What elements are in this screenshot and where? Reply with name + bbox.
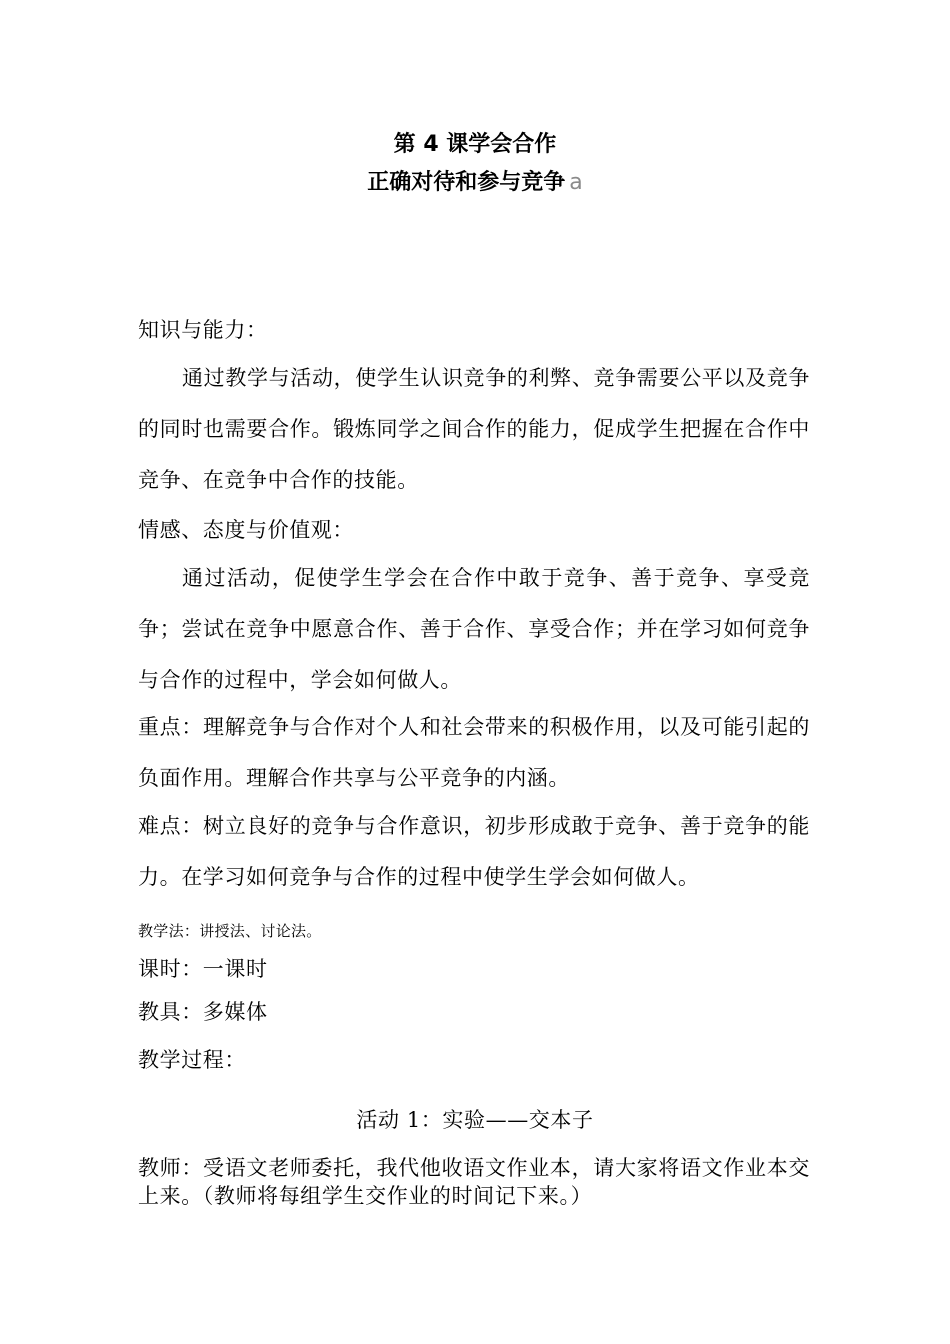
key-point-paragraph: 重点：理解竞争与合作对个人和社会带来的积极作用，以及可能引起的负面作用。理解合作共享与公平竞争的内涵。 — [138, 715, 810, 790]
emotion-heading: 情感、态度与价值观： — [138, 518, 354, 542]
lesson-subtitle-text: 正确对待和参与竞争 — [367, 170, 566, 195]
teaching-method: 教学法：讲授法、讨论法。 — [138, 922, 322, 940]
teacher-paragraph: 教师：受语文老师委托，我代他收语文作业本，请大家将语文作业本交上来。（教师将每组学生交作业的时间记下来。） — [138, 1156, 810, 1208]
activity-title: 活动 1：实验——交本子 — [356, 1108, 594, 1132]
class-hours: 课时：一课时 — [138, 957, 268, 981]
lesson-subtitle — [0, 168, 950, 198]
emotion-paragraph: 通过活动，促使学生学会在合作中敢于竞争、善于竞争、享受竞争；尝试在竞争中愿意合作、善于合作、享受合作；并在学习如何竞争与合作的过程中，学会如何做人。 — [138, 566, 810, 692]
knowledge-heading: 知识与能力： — [138, 318, 268, 342]
teaching-tools: 教具：多媒体 — [138, 1000, 268, 1024]
process-heading: 教学过程： — [138, 1048, 246, 1072]
knowledge-paragraph: 通过教学与活动，使学生认识竞争的利弊、竞争需要公平以及竞争的同时也需要合作。锻炼同学之间合作的能力，促成学生把握在合作中竞争、在竞争中合作的技能。 — [138, 366, 810, 492]
lesson-title-text: 第 4 课学会合作 — [393, 132, 557, 157]
lesson-title — [0, 130, 950, 160]
difficulty-paragraph: 难点：树立良好的竞争与合作意识，初步形成敢于竞争、善于竞争的能力。在学习如何竞争与合作的过程中使学生学会如何做人。 — [138, 814, 810, 889]
subtitle-suffix: a — [569, 170, 583, 195]
